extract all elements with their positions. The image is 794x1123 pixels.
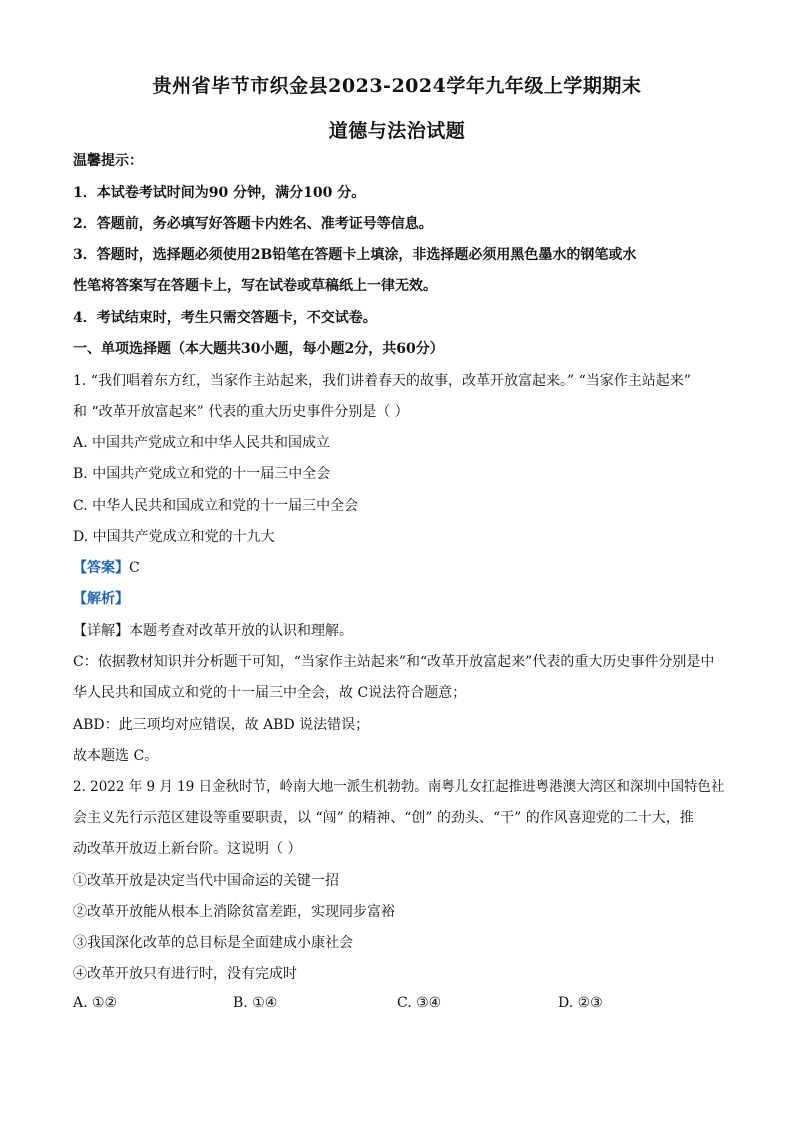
q1-explain-line-3: ABD：此三项均对应错误，故 ABD 说法错误；	[73, 717, 370, 733]
section-heading: 一、单项选择题（本大题共30小题，每小题2分，共60分）	[73, 341, 444, 357]
exam-title: 贵州省毕节市织金县2023-2024学年九年级上学期期末	[152, 75, 642, 97]
answer-value: C	[129, 560, 140, 576]
exam-subtitle: 道德与法治试题	[328, 120, 466, 142]
q1-stem-line-1: 1. “我们唱着东方红，当家作主站起来，我们讲着春天的故事，改革开放富起来。” “当家作主站起来”	[73, 373, 691, 389]
detail-tag: 【详解】	[73, 623, 129, 639]
q2-option-c: C. ③④	[397, 995, 442, 1011]
q1-explain-line-1: C：依据教材知识并分析题干可知，“当家作主站起来”和“改革开放富起来”代表的重大历史事件分别是中	[73, 654, 715, 670]
q2-statement-3: ③我国深化改革的总目标是全面建成小康社会	[73, 935, 353, 951]
detail-text: 本题考查对改革开放的认识和理解。	[129, 623, 353, 639]
notice-item-4: 4．考试结束时，考生只需交答题卡，不交试卷。	[73, 310, 377, 326]
q2-option-a: A. ①②	[73, 995, 118, 1011]
notice-item-3: 3．答题时，选择题必须使用2B铅笔在答题卡上填涂，非选择题必须用黑色墨水的钢笔或水	[73, 247, 637, 263]
q1-option-a: A. 中国共产党成立和中华人民共和国成立	[73, 435, 331, 451]
q2-statement-1: ①改革开放是决定当代中国命运的关键一招	[73, 873, 339, 889]
q2-option-d: D. ②③	[558, 995, 603, 1011]
notice-item-1: 1．本试卷考试时间为90 分钟，满分100 分。	[73, 185, 366, 201]
analysis-tag: 【解析】	[73, 591, 129, 607]
q1-option-c: C. 中华人民共和国成立和党的十一届三中全会	[73, 498, 359, 514]
q2-option-b: B. ①④	[233, 995, 278, 1011]
notice-item-2: 2．答题前，务必填写好答题卡内姓名、准考证号等信息。	[73, 216, 433, 232]
q1-detail	[73, 620, 353, 640]
q2-stem-line-1: 2. 2022 年 9 月 19 日金秋时节，岭南大地一派生机勃勃。南粤儿女扛起推进粤港澳大湾区和深圳中国特色社	[73, 779, 725, 795]
notice-heading: 温馨提示：	[73, 153, 143, 169]
q1-option-b: B. 中国共产党成立和党的十一届三中全会	[73, 466, 331, 482]
q1-explain-line-2: 华人民共和国成立和党的十一届三中全会，故 C说法符合题意；	[73, 685, 467, 701]
q1-option-d: D. 中国共产党成立和党的十九大	[73, 529, 275, 545]
q1-stem-line-2: 和 “改革开放富起来” 代表的重大历史事件分别是（ ）	[73, 404, 409, 420]
q1-explain-line-4: 故本题选 C。	[73, 748, 159, 764]
q1-answer	[73, 557, 140, 577]
q1-analysis	[73, 588, 129, 608]
q2-statement-4: ④改革开放只有进行时，没有完成时	[73, 966, 297, 982]
notice-item-3-cont: 性笔将答案写在答题卡上，写在试卷或草稿纸上一律无效。	[73, 278, 437, 294]
q2-statement-2: ②改革开放能从根本上消除贫富差距，实现同步富裕	[73, 904, 395, 920]
q2-stem-line-3: 动改革开放迈上新台阶。这说明（ ）	[73, 841, 302, 857]
answer-tag: 【答案】	[73, 560, 129, 576]
q2-stem-line-2: 会主义先行示范区建设等重要职责，以 “闯” 的精神、“创” 的劲头、“干” 的作风喜迎党的二十大，推	[73, 810, 694, 826]
